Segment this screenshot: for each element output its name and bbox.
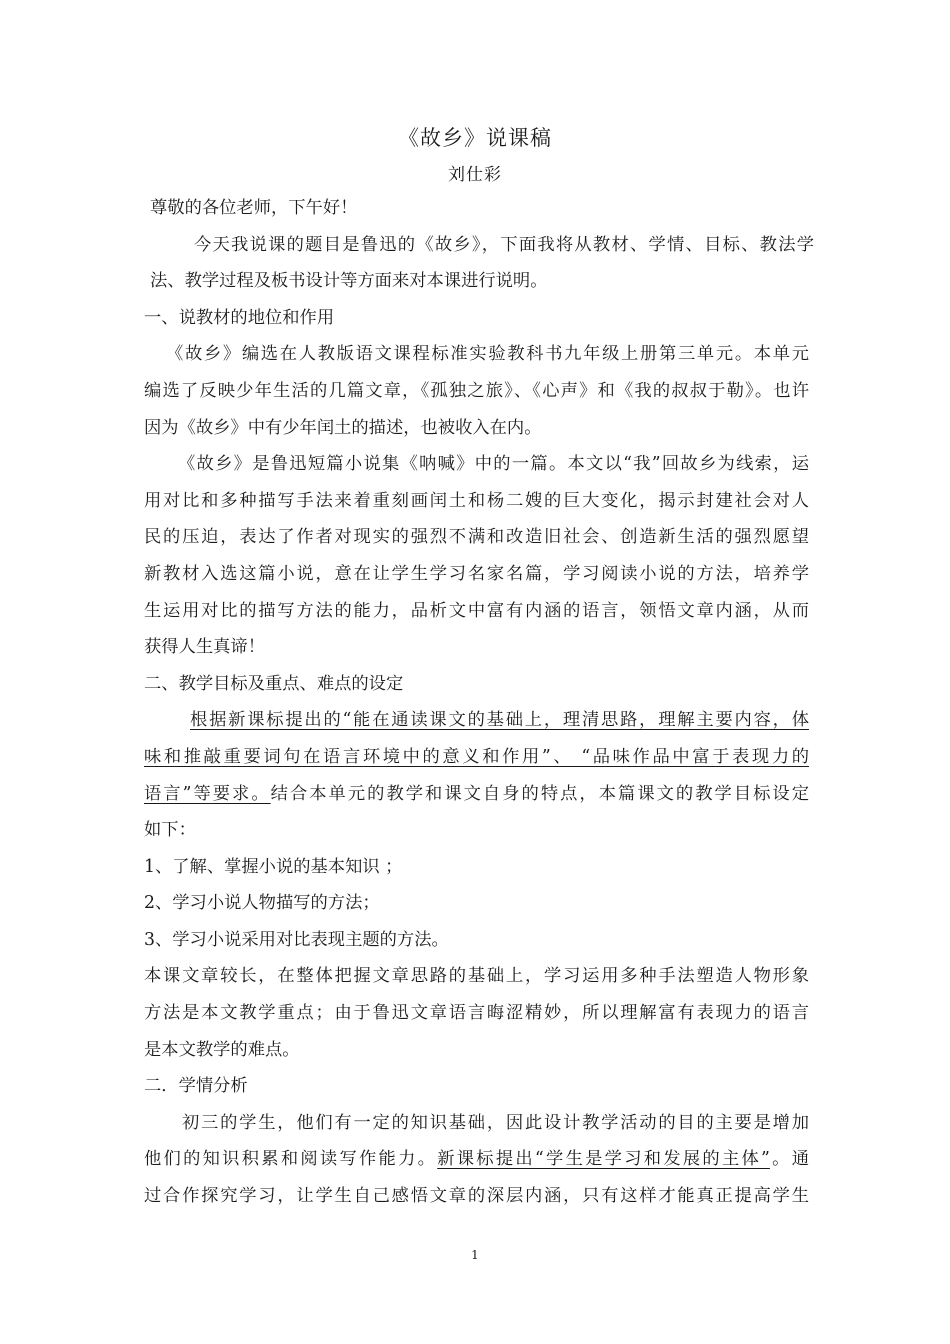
document-title: 《故乡》说课稿 (398, 126, 552, 150)
s2-p1-line-2: 味和推敲重要词句在语言环境中的意义和作用”、 “品味作品中富于表现力的 (144, 746, 809, 767)
s2-p2-line-1: 本课文章较长，在整体把握文章思路的基础上，学习运用多种手法塑造人物形象 (144, 966, 809, 987)
section-3-heading: 二．学情分析 (144, 1076, 248, 1097)
s3-p1-line-2 (144, 1141, 809, 1178)
section-1-heading: 一、说教材的地位和作用 (144, 307, 335, 328)
s3-p1-line-2-start: 他们的知识积累和阅读写作能力。 (144, 1149, 438, 1170)
goal-3: 3、学习小说采用对比表现主题的方法。 (144, 929, 449, 950)
s2-p2-line-2: 方法是本文教学重点；由于鲁迅文章语言晦涩精妙，所以理解富有表现力的语言 (144, 1003, 809, 1024)
s2-p1-line-4: 如下： (144, 820, 196, 841)
section-2-heading: 二、教学目标及重点、难点的设定 (144, 673, 404, 694)
goal-1: 1、了解、掌握小说的基本知识 ； (144, 856, 403, 877)
s1-p2-line-5: 生运用对比的描写方法的能力，品析文中富有内涵的语言，领悟文章内涵，从而 (144, 600, 809, 621)
s2-p2-line-3: 是本文教学的难点。 (144, 1039, 300, 1060)
page-number: 1 (471, 1248, 479, 1262)
s2-p1-line-3 (144, 776, 809, 813)
greeting: 尊敬的各位老师，下午好！ (150, 198, 358, 218)
intro-line-1: 今天我说课的题目是鲁迅的《故乡》，下面我将从教材、学情、目标、教法学 (194, 234, 814, 255)
s1-p1-line-2: 编选了反映少年生活的几篇文章，《孤独之旅》、《心声》和《我的叔叔于勒》。也许 (144, 380, 809, 401)
s2-p1-line-3-rest: 结合本单元的教学和课文自身的特点，本篇课文的教学目标设定 (270, 783, 809, 804)
s2-p1-line-1: 根据新课标提出的“能在通读课文的基础上，理清思路，理解主要内容，体 (190, 710, 809, 731)
s1-p2-line-2: 用对比和多种描写手法来着重刻画闰土和杨二嫂的巨大变化，揭示封建社会对人 (144, 490, 809, 511)
s3-p1-line-2-underlined: 新课标提出“学生是学习和发展的主体” (437, 1149, 770, 1170)
s3-p1-line-1: 初三的学生，他们有一定的知识基础，因此设计教学活动的目的主要是增加 (182, 1112, 809, 1133)
s1-p1-line-3: 因为《故乡》中有少年闰土的描述，也被收入在内。 (144, 417, 542, 438)
goal-2: 2、学习小说人物描写的方法； (144, 893, 380, 914)
s1-p2-line-6: 获得人生真谛！ (144, 637, 265, 658)
s2-p1-line-3-underlined: 语言”等要求。 (144, 783, 271, 804)
intro-line-2: 法、教学过程及板书设计等方面来对本课进行说明。 (150, 271, 548, 292)
document-author: 刘仕彩 (448, 165, 502, 185)
s1-p2-line-3: 民的压迫，表达了作者对现实的强烈不满和改造旧社会、创造新生活的强烈愿望 (144, 527, 809, 548)
s1-p2-line-4: 新教材入选这篇小说，意在让学生学习名家名篇，学习阅读小说的方法，培养学 (144, 563, 809, 584)
s1-p2-line-1: 《故乡》是鲁迅短篇小说集《呐喊》中的一篇。本文以“我”回故乡为线索，运 (178, 454, 809, 475)
s3-p1-line-3: 过合作探究学习，让学生自己感悟文章的深层内涵，只有这样才能真正提高学生 (144, 1186, 809, 1207)
document-body (144, 190, 814, 1215)
s1-p1-line-1: 《故乡》编选在人教版语文课程标准实验教科书九年级上册第三单元。本单元 (166, 344, 809, 365)
s3-p1-line-2-end: 。通 (769, 1149, 809, 1170)
